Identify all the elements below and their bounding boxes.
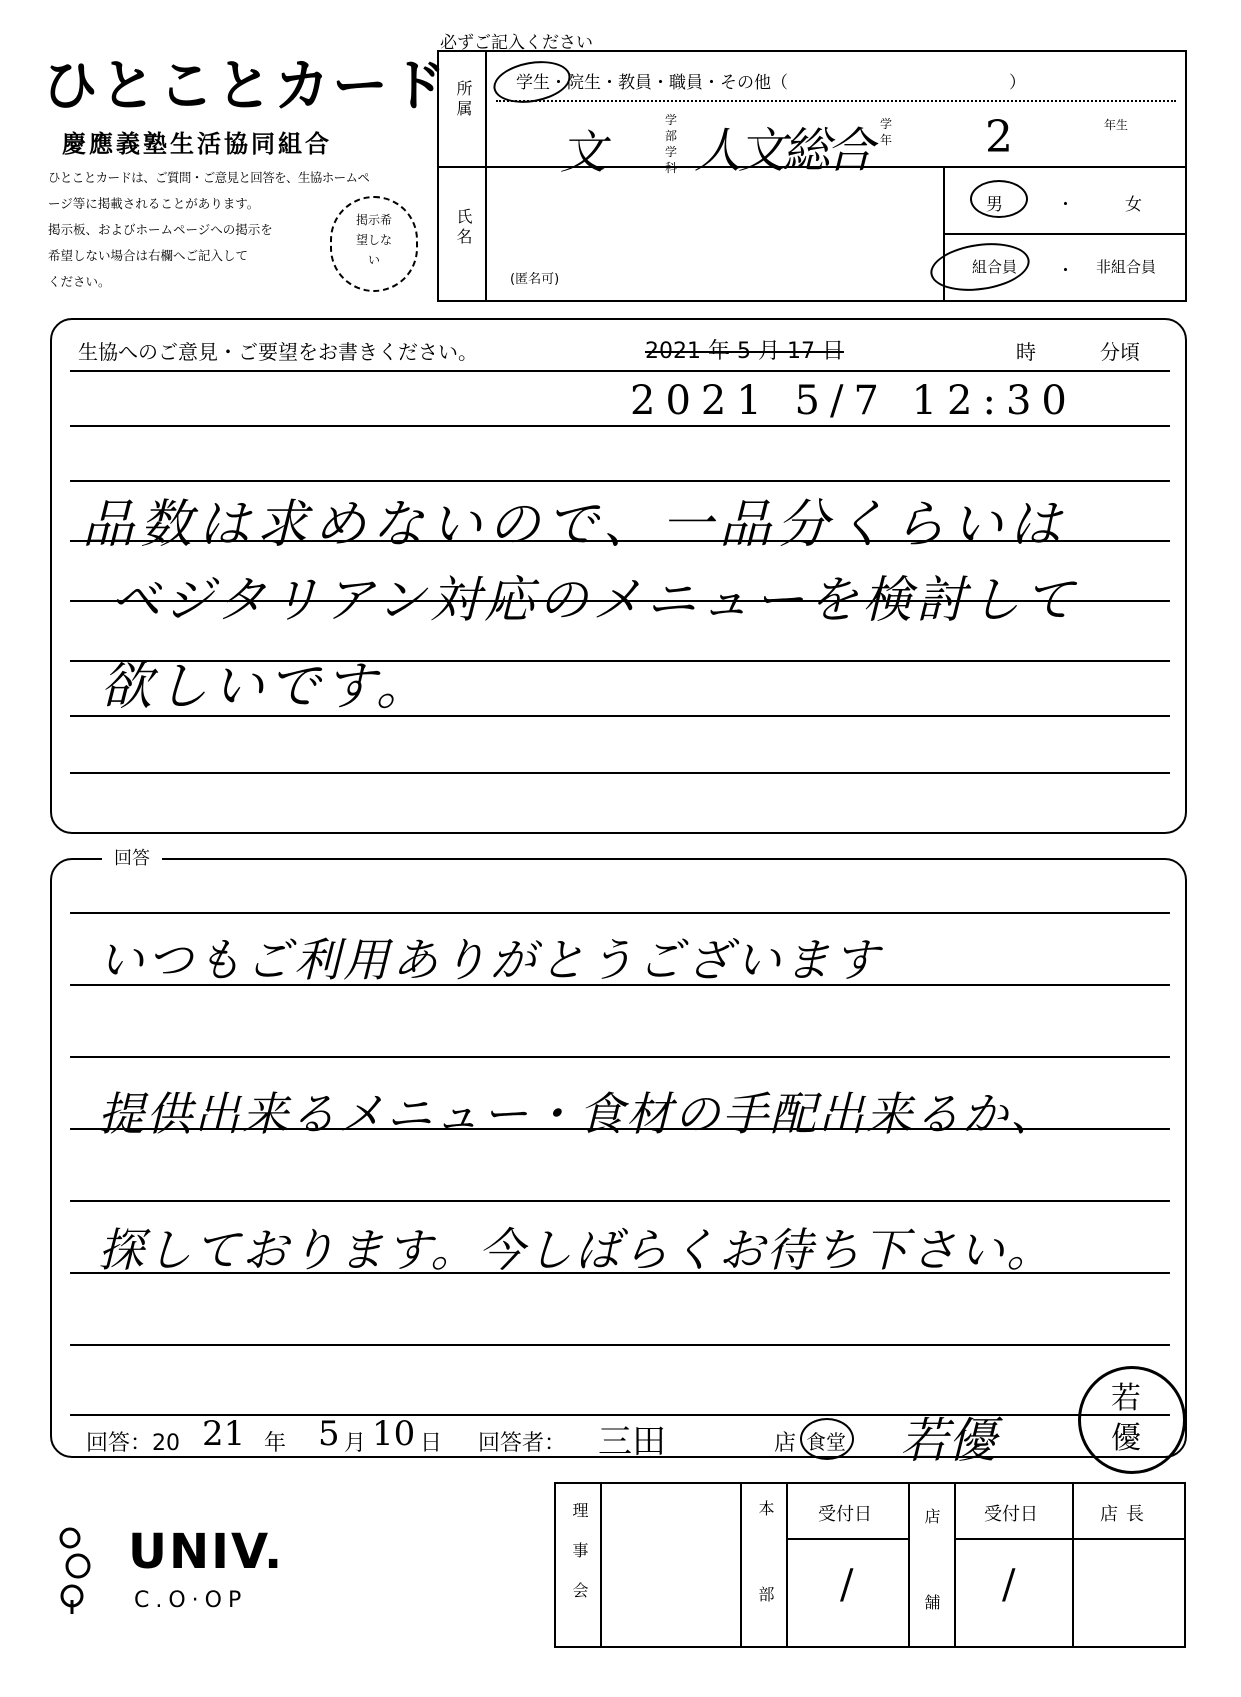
seal-stamp <box>1078 1366 1186 1474</box>
routing-store-label: 店舗 <box>922 1508 941 1680</box>
reply-line-2[interactable]: 提供出来るメニュー・食材の手配出来るか、 <box>98 1087 1058 1141</box>
reply-date-prefix: 回答：20 <box>86 1431 180 1456</box>
routing-hq-date-value[interactable]: / <box>840 1562 854 1608</box>
routing-hq-date-header: 受付日 <box>818 1504 872 1525</box>
coop-logo-name: UNIV. <box>128 1524 285 1580</box>
opinion-line-2[interactable]: ベジタリアン対応のメニューを検討して <box>110 571 1078 629</box>
opinion-date-handwritten[interactable]: 2021 5/7 12:30 <box>630 378 1077 424</box>
reply-label: 回答 <box>102 844 162 870</box>
seal-text: 若優 <box>1111 1381 1141 1456</box>
organization-name: 慶應義塾生活協同組合 <box>62 130 332 158</box>
reply-date-day-unit: 日 <box>420 1431 443 1456</box>
opinion-label: 生協へのご意見・ご要望をお書きください。 <box>78 340 478 364</box>
opinion-line-3[interactable]: 欲しいです。 <box>100 657 432 717</box>
card-title: ひとことカード <box>42 54 448 119</box>
year-label: 学年 <box>880 117 893 147</box>
routing-store-date-value[interactable]: / <box>1002 1562 1016 1608</box>
routing-store-date-header: 受付日 <box>984 1504 1038 1525</box>
opinion-line-1[interactable]: 品数は求めないので、一品分くらいは <box>82 495 1067 555</box>
name-label: 氏名 <box>454 208 473 248</box>
opinion-minute-label: 分頃 <box>1100 340 1140 364</box>
coop-logo-sub: C.O·OP <box>134 1588 248 1613</box>
routing-board-label: 理事会 <box>570 1502 589 1622</box>
store-circle <box>800 1418 854 1460</box>
notice-line-4: 希望しない場合は右欄へご記入して <box>48 248 249 263</box>
member-no[interactable]: 非組合員 <box>1096 258 1157 276</box>
no-publish-stamp-text: 掲示希望しない <box>355 213 392 267</box>
store-label: 店 <box>774 1431 797 1456</box>
reply-date-month[interactable]: 5 <box>318 1414 340 1454</box>
must-fill-note: 必ずご記入ください <box>440 33 593 53</box>
gender-male[interactable]: 男 <box>986 195 1003 215</box>
affiliation-options[interactable]: 学生・院生・教員・職員・その他（ ） <box>516 73 1026 93</box>
no-publish-box[interactable] <box>330 196 418 292</box>
coop-logo-mark <box>52 1510 96 1618</box>
gender-female[interactable]: 女 <box>1125 195 1142 215</box>
member-sep: ・ <box>1057 261 1074 281</box>
notice-line-5: ください。 <box>48 274 111 289</box>
year-value[interactable]: 2 <box>985 112 1013 163</box>
gender-sep: ・ <box>1057 195 1074 215</box>
routing-hq-label: 本部 <box>756 1500 775 1672</box>
gender-circle <box>970 180 1028 218</box>
respondent-value[interactable]: 三田 <box>598 1422 666 1462</box>
dept-label: 学部学科 <box>665 113 678 175</box>
affiliation-label: 所属 <box>454 80 473 120</box>
reply-date-month-unit: 月 <box>344 1431 367 1456</box>
signature: 若優 <box>900 1413 997 1469</box>
store-value[interactable]: 食堂 <box>806 1430 846 1454</box>
notice-line-3: 掲示板、およびホームページへの掲示を <box>48 222 273 237</box>
year-suffix: 年生 <box>1104 118 1129 132</box>
member-yes[interactable]: 組合員 <box>972 258 1018 276</box>
opinion-hour-label: 時 <box>1016 340 1036 364</box>
notice-line-1: ひとことカードは、ご質問・ご意見と回答を、生協ホームペ <box>48 170 370 185</box>
reply-date-day[interactable]: 10 <box>372 1414 416 1454</box>
faculty-value[interactable]: 文 <box>560 125 606 179</box>
dept-value[interactable]: 人文総合 <box>694 123 871 179</box>
routing-manager-header: 店長 <box>1100 1504 1152 1525</box>
notice-line-2: ージ等に掲載されることがあります。 <box>48 196 260 211</box>
reply-date-year[interactable]: 21 <box>202 1414 246 1454</box>
respondent-label: 回答者： <box>478 1431 567 1456</box>
anonymous-note: (匿名可) <box>510 272 560 287</box>
reply-date-year-unit: 年 <box>264 1431 287 1456</box>
reply-line-3[interactable]: 探しております。今しばらくお待ち下さい。 <box>98 1223 1055 1277</box>
opinion-date-printed: 2021 年 5 月 17 日 <box>645 339 844 364</box>
reply-line-1[interactable]: いつもご利用ありがとうございます <box>98 933 882 987</box>
